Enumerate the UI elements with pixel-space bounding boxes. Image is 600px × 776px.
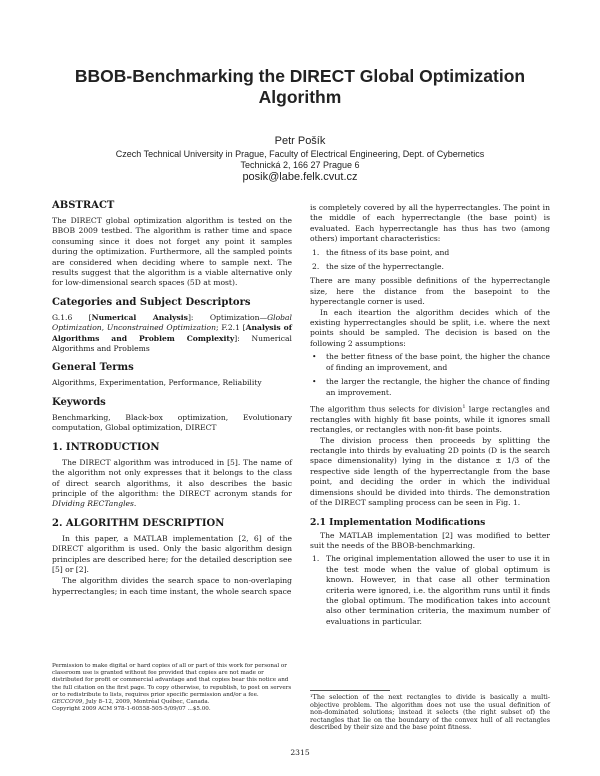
list-item: 1. The original implementation allowed the user to use it in the test mode when the value of global optimum is known. However, in that case all other termination criteria were ignored, i.e. the algorithm runs until it finds the global optimum. The modification takes into account also other termination criteria, the maximum number of evaluations in particular. bbox=[312, 554, 550, 626]
list-item: • the better fitness of the base point, the higher the chance of finding an improvement, and bbox=[312, 352, 550, 372]
assumptions-list bbox=[310, 352, 550, 398]
author-affiliation: Czech Technical University in Prague, Faculty of Electrical Engineering, Dept. of Cybernetics bbox=[115, 149, 485, 159]
author-name: Petr Pošík bbox=[274, 135, 326, 147]
right-paragraph-4: The algorithm thus selects for division$^1$ large rectangles and rectangles with highly fit base points, while it ignores small rectangles, or rectangles with non-fit base points. bbox=[310, 403, 550, 435]
author-address: Technická 2, 166 27 Prague 6 bbox=[240, 160, 360, 170]
list-item: 1. the fitness of its base point, and bbox=[312, 247, 450, 257]
left-column bbox=[52, 200, 292, 597]
algorithm-heading: 2. ALGORITHM DESCRIPTION bbox=[52, 517, 225, 529]
abstract-heading: ABSTRACT bbox=[52, 200, 115, 211]
keywords-heading: Keywords bbox=[52, 396, 106, 408]
right-paragraph-1: is completely covered by all the hyperrectangles. The point in the middle of each hyperrectangle (the base point) is evaluated. Each hyperrectangle has thus has two (among others) important characteristics: bbox=[310, 203, 550, 244]
right-paragraph-5: The division process then proceeds by splitting the rectangle into thirds by evaluating 2D points (D is the search space dimensionality) lying in the distance ± 1/3 of the respective side length of the hyperrectangle from the base point, and deciding the order in which the individual dimensions should be divided into thirds. The demonstration of the DIRECT sampling process can be seen in Fig. 1. bbox=[310, 435, 550, 508]
algorithm-paragraph-1: In this paper, a MATLAB implementation [2, 6] of the DIRECT algorithm is used. Only the basic algorithm design principles are described here; for the detailed description see [5] or [2]. bbox=[52, 533, 292, 574]
selection-footnote: ¹The selection of the next rectangles to divide is basically a multi-objective problem. The algorithm does not use the usual definition of non-dominated solutions; instead it selects (the right subset of) the rectangles that lie on the boundary of the convex hull of all rectangles described by their size and the base point fitness. bbox=[310, 690, 550, 732]
algorithm-paragraph-2: The algorithm divides the search space to non-overlaping hyperrectangles; in each time instant, the whole search space bbox=[52, 576, 292, 596]
categories-heading: Categories and Subject Descriptors bbox=[52, 296, 251, 308]
permission-footnote: Permission to make digital or hard copies of all or part of this work for personal or classroom use is granted without fee provided that copies are not made or distributed for profit or commercial advantage and that copies bear this notice and the full citation on the first page. To copy otherwise, to republish, to post on servers or to redistribute to lists, requires prior specific permission and/or a fee. GECCO'09, July 8–12, 2009, Montréal Québec, Canada. Copyright 2009 ACM 978-1-60558-505-5/09/07 ...$5.00. bbox=[52, 663, 292, 713]
list-item: 2. the size of the hyperrectangle. bbox=[312, 262, 444, 272]
right-column bbox=[310, 203, 550, 631]
author-block bbox=[40, 135, 560, 184]
footnote-rule bbox=[310, 690, 390, 691]
categories-text: G.1.6 [Numerical Analysis]: Optimization—Global Optimization, Unconstrained Optimization; F.2.1 [Analysis of Algorithms and Problem Complexity]: Numerical Algorithms and Problems bbox=[52, 312, 292, 354]
general-terms-text: Algorithms, Experimentation, Performance, Reliability bbox=[52, 378, 262, 388]
right-paragraph-3: In each iteartion the algorithm decides which of the existing hyperrectangles should be split, i.e. where the next points should be sampled. The decision is based on the following 2 assumptions: bbox=[310, 307, 550, 348]
general-terms-heading: General Terms bbox=[52, 362, 134, 374]
keywords-text: Benchmarking, Black-box optimization, Evolutionary computation, Global optimization, DIRECT bbox=[52, 412, 292, 433]
introduction-text: The DIRECT algorithm was introduced in [5]. The name of the algorithm not only expresses that it belongs to the class of direct search algorithms, it also describes the basic principle of the algorithm: the DIRECT acronym stands for DIviding RECTangles. bbox=[52, 457, 292, 509]
modifications-list bbox=[310, 554, 550, 627]
implementation-heading: 2.1 Implementation Modifications bbox=[310, 516, 486, 528]
abstract-text: The DIRECT global optimization algorithm is tested on the BBOB 2009 testbed. The algorithm is rather time and space consuming since it does not forget any point it samples during the optimization. Furthermore, all the sampled points are considered when deciding where to sample next. The results suggest that the algorithm is a viable alternative only for low-dimensional search spaces (5D at most). bbox=[52, 216, 292, 288]
page-number: 2315 bbox=[290, 748, 310, 757]
author-email: posik@labe.felk.cvut.cz bbox=[242, 171, 358, 183]
right-paragraph-6: The MATLAB implementation [2] was modified to better suit the needs of the BBOB-benchmarking. bbox=[310, 530, 550, 550]
paper-title: BBOB-Benchmarking the DIRECT Global Optimization Algorithm bbox=[74, 66, 526, 107]
right-paragraph-2: There are many possible definitions of the hyperrectangle size, here the distance from the basepoint to the hyperectangle corner is used. bbox=[310, 276, 550, 307]
introduction-heading: 1. INTRODUCTION bbox=[52, 441, 160, 453]
list-item: • the larger the rectangle, the higher the chance of finding an improvement. bbox=[312, 377, 550, 397]
characteristics-list bbox=[310, 248, 550, 273]
